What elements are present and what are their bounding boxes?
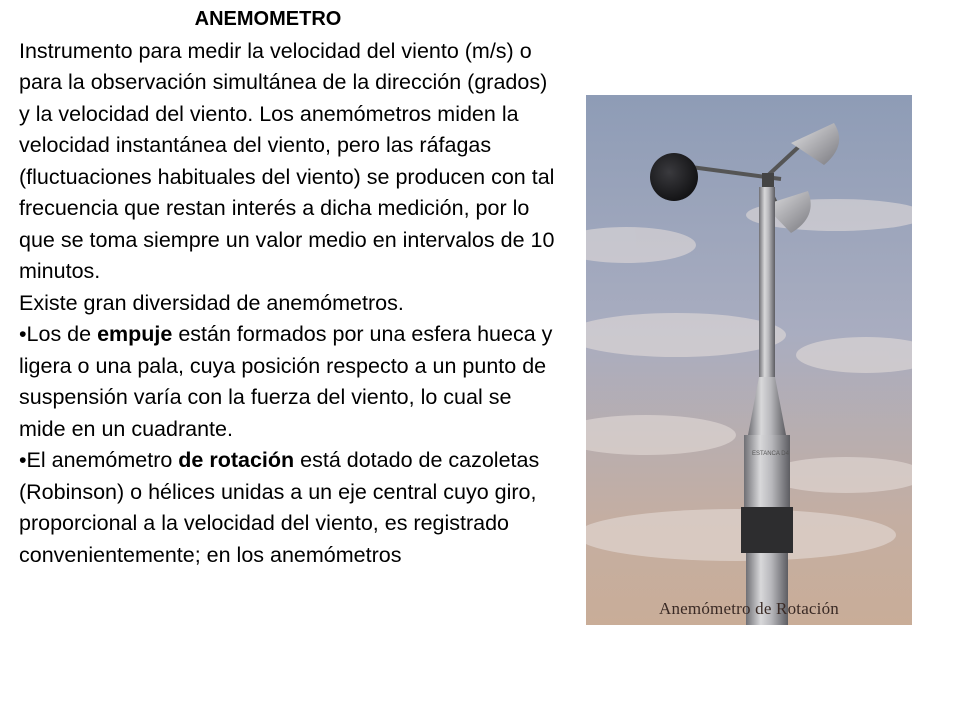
diversity-paragraph: Existe gran diversidad de anemómetros. [19, 290, 404, 315]
anemometer-photo [586, 95, 912, 625]
bullet-rotation-bold: de rotación [178, 448, 295, 472]
bullet-push-bold: empuje [97, 322, 173, 346]
intro-paragraph: Instrumento para medir la velocidad del viento (m/s) o para la observación simultánea de la dirección (grados) y la velocidad del viento. Los anemómetros miden la velocidad instantánea del viento, pero las ráfagas (fluctuaciones habituales del viento) se producen con tal frecuencia que restan interés a dicha medición, por lo que se toma siempre un valor medio en intervalos de 10 minutos. [19, 38, 555, 283]
cup-dark [650, 153, 698, 201]
bullet-push-text-end: están formados por una esfera hueca y ligera o una pala, cuya posición respecto a un punto de suspensión varía con la fuerza del viento, lo cual se mide en un cuadrante. [19, 322, 553, 441]
pole-label: ESTANCA D4 [752, 451, 789, 457]
bullet-marker: • [19, 322, 27, 346]
text-column [19, 4, 559, 571]
bullet-rotation-text-end: está dotado de cazoletas (Robinson) o hélices unidas a un eje central cuyo giro, proporcional a la velocidad del viento, es registrado convenientemente; en los anemómetros [19, 448, 540, 567]
bullet-push-text-start: Los de [26, 322, 98, 346]
page-title: ANEMOMETRO [194, 8, 342, 30]
bullet-push [19, 319, 559, 445]
bullet-rotation-text-start: El anemómetro [26, 448, 179, 472]
anemometer-illustration [586, 95, 912, 625]
photo-caption: Anemómetro de Rotación [658, 599, 840, 618]
bullet-marker: • [19, 448, 27, 472]
bullet-rotation [19, 445, 559, 571]
